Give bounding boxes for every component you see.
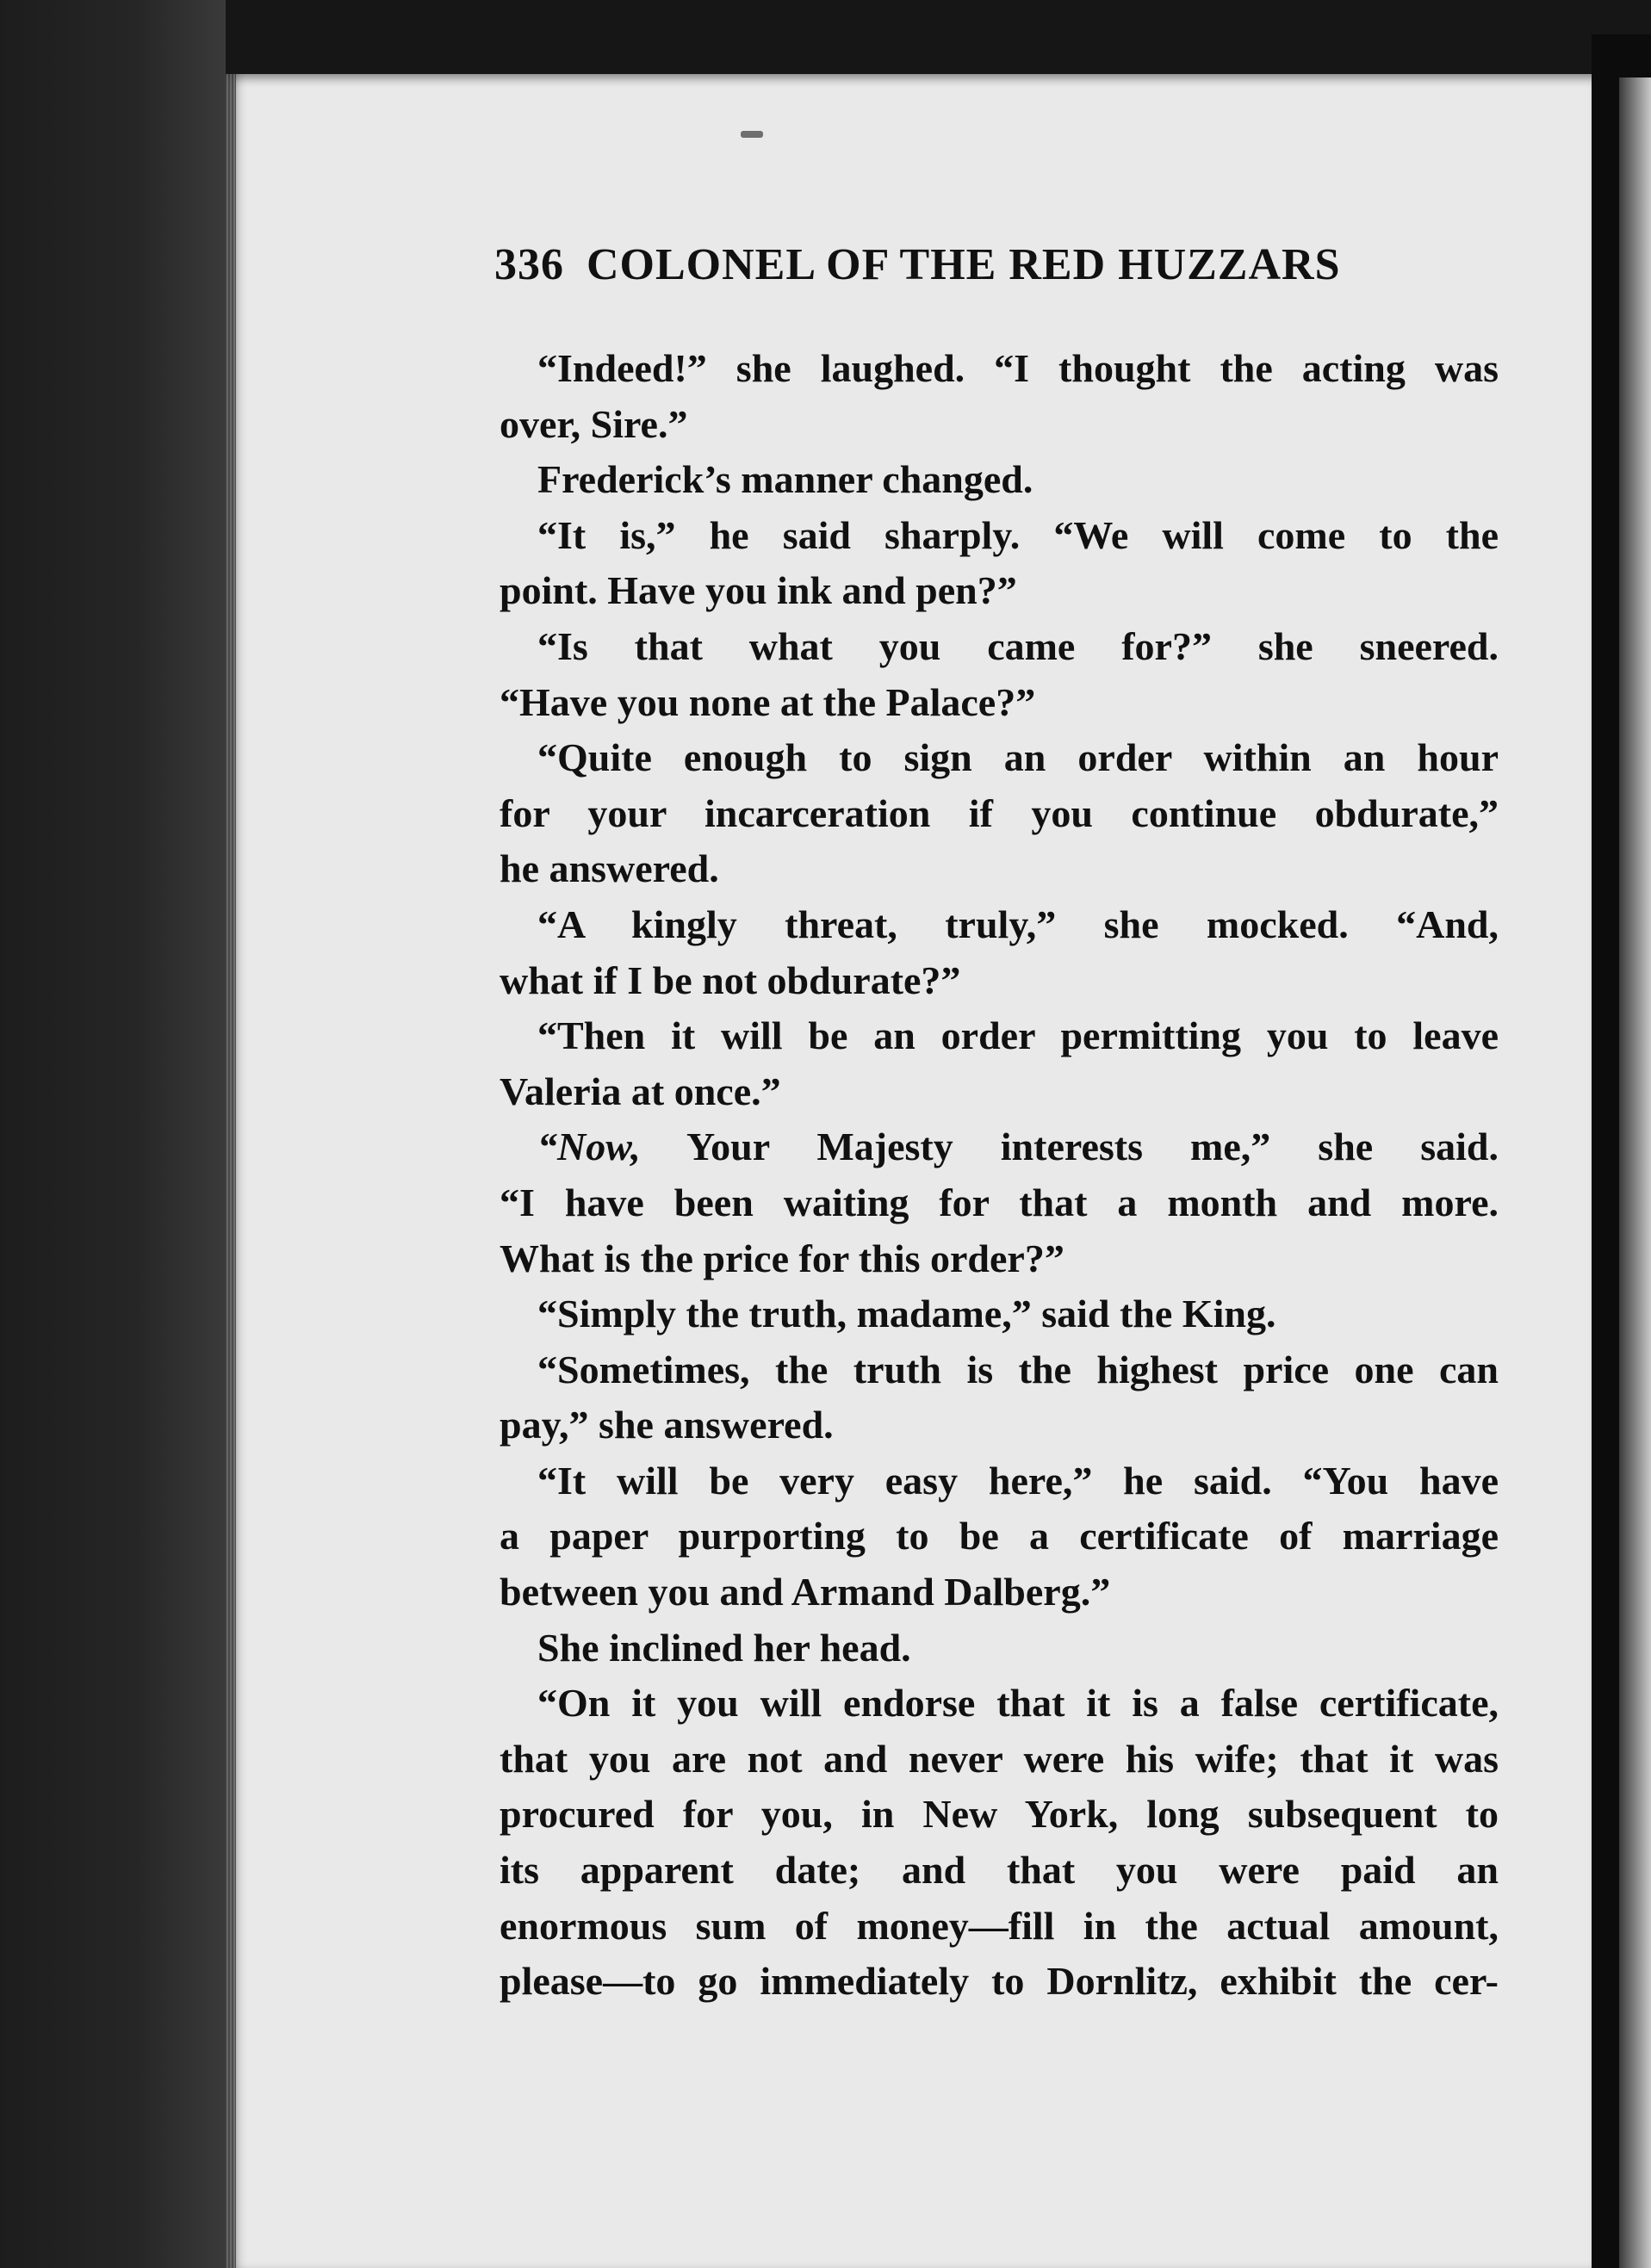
text-line: “A kingly threat, truly,” she mocked. “And, — [537, 902, 1499, 946]
text-line: please—to go immediately to Dornlitz, exhibit the cer- — [500, 1959, 1499, 2004]
text-line: for your incarceration if you continue obdurate,” — [500, 790, 1499, 835]
text-line: She inclined her head. — [537, 1625, 911, 1670]
text-line: Frederick’s manner changed. — [537, 457, 1033, 502]
text-line: that you are not and never were his wife; that it was — [500, 1736, 1499, 1781]
text-line-with-italic — [500, 1119, 1499, 1175]
page-gutter-edge — [226, 74, 236, 2268]
text-line: over, Sire.” — [500, 401, 688, 446]
scan-speck — [741, 131, 763, 138]
left-scan-margin — [0, 0, 226, 2268]
text-line: a paper purporting to be a certificate of marriage — [500, 1514, 1499, 1558]
text-line: “Quite enough to sign an order within an hour — [537, 735, 1499, 780]
facing-page-edge — [1619, 77, 1651, 2268]
text-line: “Is that what you came for?” she sneered. — [537, 623, 1499, 668]
text-line: “I have been waiting for that a month and more. — [500, 1180, 1499, 1224]
text-line: between you and Armand Dalberg.” — [500, 1570, 1111, 1614]
text-line: “Simply the truth, madame,” said the King. — [537, 1292, 1276, 1336]
text-line: “On it you will endorse that it is a false certificate, — [537, 1681, 1499, 1726]
text-line: what if I be not obdurate?” — [500, 957, 961, 1002]
text-line: “It will be very easy here,” he said. “You have — [537, 1458, 1499, 1503]
text-line: “Have you none at the Palace?” — [500, 679, 1036, 724]
text-line: pay,” she answered. — [500, 1403, 834, 1447]
text-fragment: Your Majesty interests me,” she said. — [686, 1125, 1499, 1169]
running-title: COLONEL OF THE RED HUZZARS — [587, 240, 1341, 289]
text-line: “Sometimes, the truth is the highest price one can — [537, 1347, 1499, 1391]
text-line: procured for you, in New York, long subsequent to — [500, 1792, 1499, 1837]
text-line: “It is,” he said sharply. “We will come to the — [537, 512, 1499, 557]
body-text — [500, 341, 1499, 2010]
text-line: Valeria at once.” — [500, 1069, 781, 1113]
italic-word: “Now, — [537, 1125, 641, 1169]
text-line: point. Have you ink and pen?” — [500, 568, 1017, 613]
text-line: “Indeed!” she laughed. “I thought the acting was — [537, 346, 1499, 390]
page-number: 336 — [494, 240, 564, 289]
text-line: he answered. — [500, 846, 719, 891]
text-line: “Then it will be an order permitting you to leave — [537, 1013, 1499, 1058]
text-line: What is the price for this order?” — [500, 1236, 1064, 1280]
text-line: enormous sum of money—fill in the actual amount, — [500, 1903, 1499, 1948]
text-line: its apparent date; and that you were paid an — [500, 1848, 1499, 1893]
running-header — [494, 239, 1502, 300]
